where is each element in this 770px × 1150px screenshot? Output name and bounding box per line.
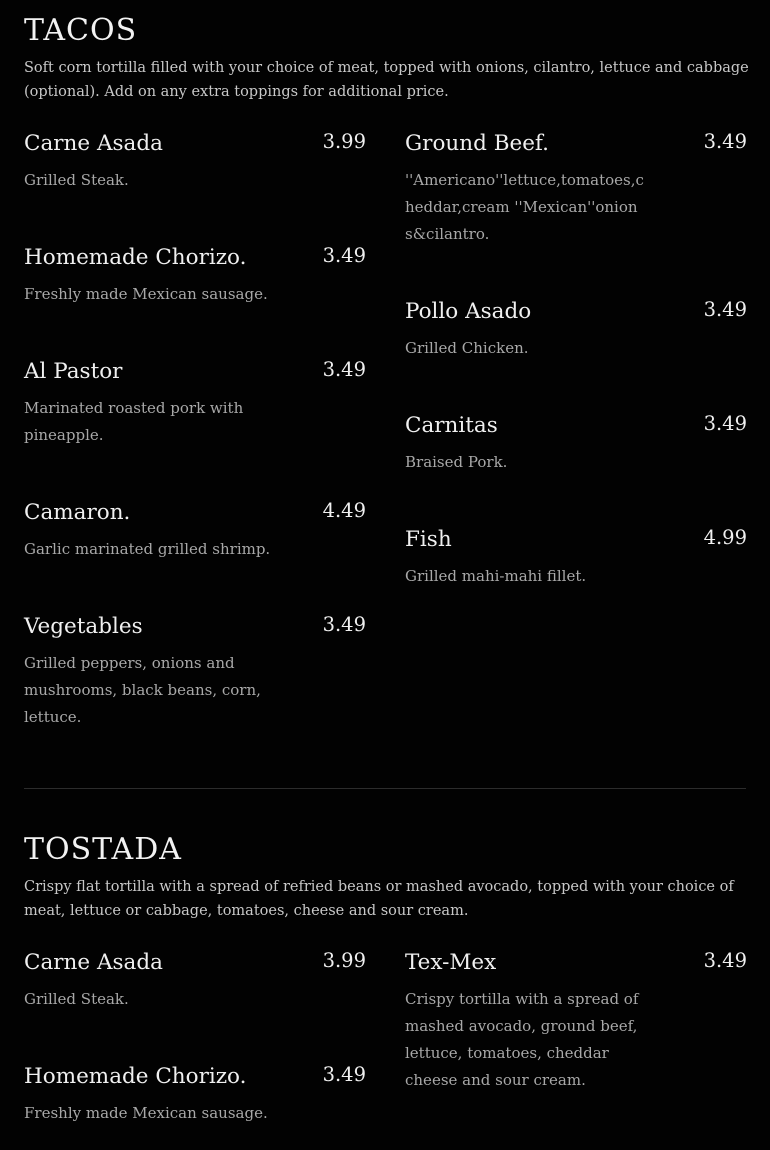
item-price: 3.49 xyxy=(322,358,366,381)
item-price: 3.49 xyxy=(322,244,366,267)
item-name: Carne Asada xyxy=(24,950,163,975)
item-name: Carnitas xyxy=(405,413,498,438)
item-description: Freshly made Mexican sausage. xyxy=(24,285,268,303)
item-price: 3.49 xyxy=(703,412,747,435)
tostada-section-description: Crispy flat tortilla with a spread of refried beans or mashed avocado, topped with your choice of meat, lettuce or cabbage, tomatoes, cheese and sour cream. xyxy=(24,879,734,919)
item-price: 3.99 xyxy=(322,949,366,972)
item-description: Garlic marinated grilled shrimp. xyxy=(24,540,271,558)
item-price: 4.49 xyxy=(322,499,366,522)
item-description: Grilled peppers, onions and mushrooms, black beans, corn, lettuce. xyxy=(24,654,261,726)
item-name: Vegetables xyxy=(24,614,143,639)
tacos-section-description: Soft corn tortilla filled with your choice of meat, topped with onions, cilantro, lettuce and cabbage (optional). Add on any extra toppings for additional price. xyxy=(24,60,749,100)
item-description: ''Americano''lettuce,tomatoes,cheddar,cream ''Mexican''onions&cilantro. xyxy=(405,171,644,243)
item-description: Braised Pork. xyxy=(405,453,508,471)
item-name: Homemade Chorizo. xyxy=(24,1064,247,1089)
section-divider xyxy=(24,788,746,789)
tacos-section-title: TACOS xyxy=(24,13,138,48)
item-name: Tex-Mex xyxy=(405,950,497,975)
item-name: Fish xyxy=(405,527,452,552)
item-description: Crispy tortilla with a spread of mashed avocado, ground beef, lettuce, tomatoes, cheddar cheese and sour cream. xyxy=(405,990,639,1089)
item-price: 3.49 xyxy=(703,130,747,153)
item-price: 3.49 xyxy=(703,949,747,972)
item-description: Grilled mahi-mahi fillet. xyxy=(405,567,587,585)
item-description: Grilled Steak. xyxy=(24,990,129,1008)
item-name: Ground Beef. xyxy=(405,131,549,156)
tostada-section-title: TOSTADA xyxy=(24,832,182,867)
item-name: Al Pastor xyxy=(24,359,123,384)
item-price: 3.49 xyxy=(322,1063,366,1086)
item-name: Carne Asada xyxy=(24,131,163,156)
item-name: Camaron. xyxy=(24,500,131,525)
item-description: Grilled Chicken. xyxy=(405,339,529,357)
item-price: 3.99 xyxy=(322,130,366,153)
item-name: Homemade Chorizo. xyxy=(24,245,247,270)
item-name: Pollo Asado xyxy=(405,299,532,324)
item-description: Grilled Steak. xyxy=(24,171,129,189)
item-description: Freshly made Mexican sausage. xyxy=(24,1104,268,1122)
item-price: 4.99 xyxy=(703,526,747,549)
item-price: 3.49 xyxy=(322,613,366,636)
item-description: Marinated roasted pork with pineapple. xyxy=(24,399,244,444)
item-price: 3.49 xyxy=(703,298,747,321)
